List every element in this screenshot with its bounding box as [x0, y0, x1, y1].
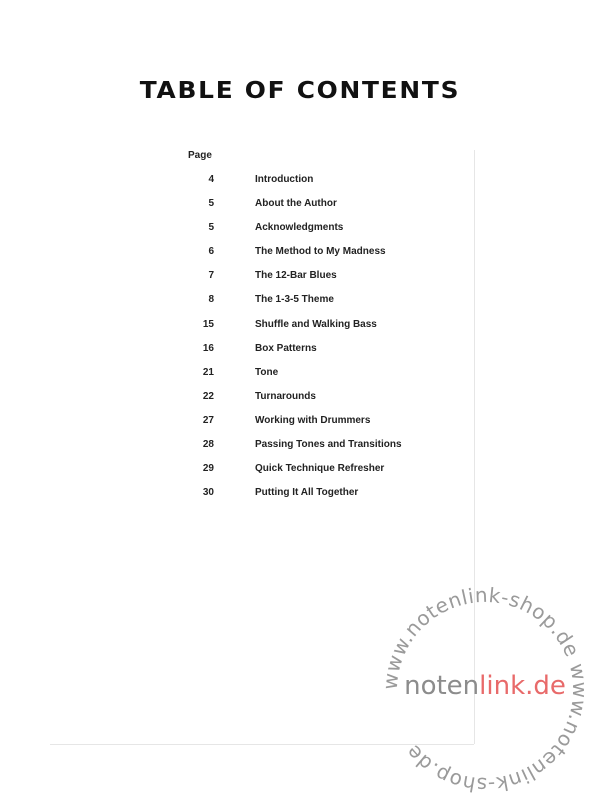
toc-entry: [0, 244, 474, 268]
toc-page-number: 7: [208, 270, 214, 282]
watermark-logo-part1: noten: [404, 671, 480, 701]
toc-entry-title: Tone: [255, 366, 279, 378]
toc-page-number: 4: [208, 174, 214, 185]
toc-entry-title: The Method to My Madness: [255, 246, 386, 258]
toc-page-number: 27: [202, 414, 214, 426]
toc-page-number: 16: [202, 342, 214, 354]
toc-entry: [0, 317, 474, 341]
toc-entry-title: Turnarounds: [255, 390, 316, 402]
toc-entry: [0, 196, 474, 220]
watermark-logo: [375, 671, 595, 701]
toc-page-number: 28: [202, 439, 214, 451]
toc-entry: [0, 341, 474, 365]
toc-page-number: 30: [202, 487, 214, 499]
toc-page-number: 5: [208, 222, 214, 234]
toc-page-number: 22: [202, 390, 214, 402]
toc-entry-title: Passing Tones and Transitions: [255, 439, 402, 451]
toc-entry-title: Putting It All Together: [255, 487, 359, 499]
toc-entry-title: Quick Technique Refresher: [255, 463, 385, 475]
toc-entry: [0, 437, 474, 461]
watermark-stamp: [375, 585, 595, 795]
page-column-header: Page: [188, 150, 212, 161]
toc-page-number: 29: [202, 463, 214, 475]
toc-page-number: 21: [202, 366, 214, 378]
toc-entry: [0, 485, 474, 509]
toc-entry-title: Box Patterns: [255, 342, 317, 354]
toc-entry-title: About the Author: [255, 198, 337, 210]
page-title: TABLE OF CONTENTS: [139, 78, 461, 104]
toc-entry: [0, 220, 474, 244]
toc-list: [0, 172, 474, 509]
toc-entry: [0, 268, 474, 292]
toc-page-number: 15: [202, 318, 214, 330]
toc-entry: [0, 172, 474, 196]
toc-entry: [0, 389, 474, 413]
toc-entry-title: Introduction: [255, 174, 314, 185]
toc-entry: [0, 413, 474, 437]
toc-page-number: 5: [208, 198, 214, 210]
toc-entry-title: Shuffle and Walking Bass: [255, 318, 377, 330]
toc-entry: [0, 461, 474, 485]
toc-entry: [0, 292, 474, 316]
watermark-ring-text-path: www.notenlink-shop.de www.notenlink-shop.de: [377, 585, 593, 795]
toc-entry-title: The 1-3-5 Theme: [255, 294, 334, 306]
toc-entry: [0, 365, 474, 389]
watermark-logo-part2: link.de: [479, 671, 566, 701]
toc-entry-title: The 12-Bar Blues: [255, 270, 337, 282]
toc-entry-title: Acknowledgments: [255, 222, 344, 234]
toc-page-number: 6: [208, 246, 214, 258]
toc-page-number: 8: [208, 294, 214, 306]
toc-entry-title: Working with Drummers: [255, 414, 371, 426]
